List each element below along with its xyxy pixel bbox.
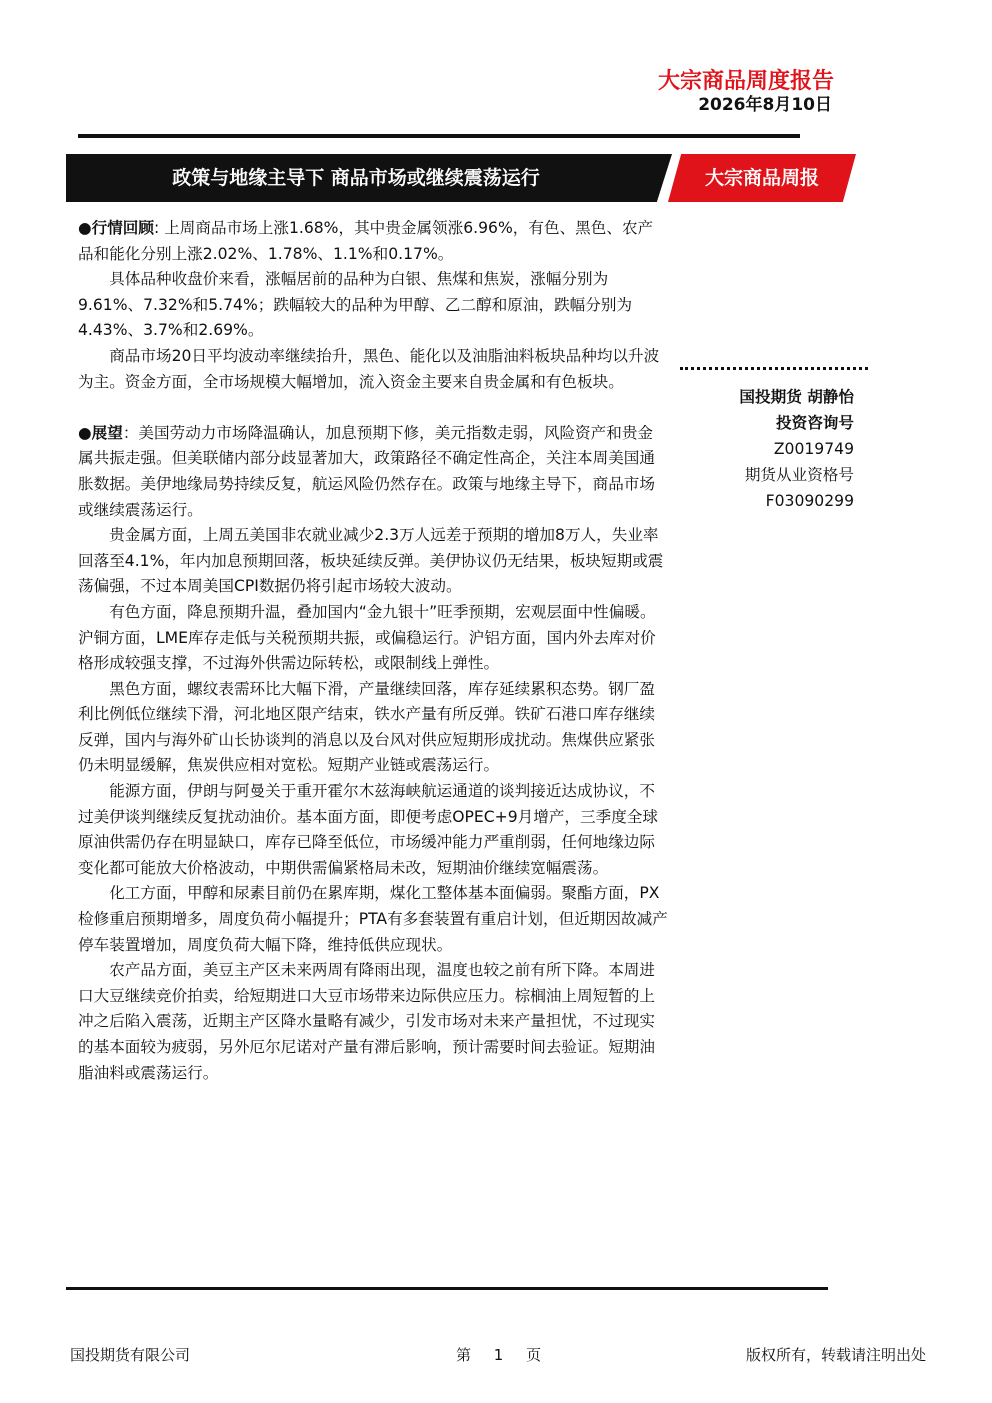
outlook-agriculture: 农产品方面，美豆主产区未来两周有降雨出现，温度也较之前有所下降。本周进口大豆继续竞价拍卖，给短期进口大豆市场带来边际供应压力。棕榈油上周短暂的上冲之后陷入震荡，近期主产区降水量略有减少，引发市场对未来产量担忧，不过现实的基本面较为疲弱，另外厄尔尼诺对产量有滞后影响，预计需要时间去验证。短期油脂油料或震荡运行。 <box>78 961 655 1082</box>
review-heading: 行情回顾 <box>91 219 154 237</box>
footer-page-number <box>456 1344 541 1365</box>
bullet-icon: ● <box>78 423 92 442</box>
outlook-paragraph <box>78 421 668 523</box>
bullet-icon: ● <box>78 219 92 237</box>
review-detail-paragraph: 具体品种收盘价来看，涨幅居前的品种为白银、焦煤和焦炭，涨幅分别为9.61%、7.32%和5.74%；跌幅较大的品种为甲醇、乙二醇和原油，跌幅分别为4.43%、3.7%和2.69%。 <box>78 270 633 340</box>
report-headline: 政策与地缘主导下 商品市场或继续震荡运行 <box>172 167 540 189</box>
report-type-title: 大宗商品周度报告 <box>657 69 834 94</box>
outlook-lead-text: ：美国劳动力市场降温确认，加息预期下修，美元指数走弱，风险资产和贵金属共振走强。但美联储内部分歧显著加大，政策路径不确定性高企，关注本周美国通胀数据。美伊地缘局势持续反复，航运风险仍然存在。政策与地缘主导下，商品市场或继续震荡运行。 <box>78 423 655 519</box>
footer-copyright: 版权所有，转载请注明出处 <box>745 1346 926 1364</box>
review-paragraph <box>78 216 668 267</box>
outlook-energy: 能源方面，伊朗与阿曼关于重开霍尔木兹海峡航运通道的谈判接近达成协议，不过美伊谈判继续反复扰动油价。基本面方面，即便考虑OPEC+9月增产，三季度全球原油供需仍存在明显缺口，库存已降至低位，市场缓冲能力严重削弱，任何地缘边际变化都可能放大价格波动，中期供需偏紧格局未改，短期油价继续宽幅震荡。 <box>78 782 658 877</box>
review-lead-text: : 上周商品市场上涨1.68%，其中贵金属领涨6.96%，有色、黑色、农产品和能化分别上涨2.02%、1.78%、1.1%和0.17%。 <box>78 219 654 263</box>
outlook-heading: 展望 <box>91 423 123 442</box>
report-date: 2026年8月10日 <box>698 95 832 115</box>
footer-company: 国投期货有限公司 <box>70 1346 191 1364</box>
page-prefix: 第 <box>456 1346 472 1364</box>
license-number: F03090299 <box>765 492 854 510</box>
consult-label: 投资咨询号 <box>776 414 854 432</box>
bottom-divider <box>66 1287 828 1290</box>
report-category-tag: 大宗商品周报 <box>704 167 819 189</box>
outlook-nonferrous: 有色方面，降息预期升温，叠加国内“金九银十”旺季预期，宏观层面中性偏暖。沪铜方面，LME库存走低与关税预期共振，或偏稳运行。沪铝方面，国内外去库对价格形成较强支撑，不过海外供需边际转松，或限制线上弹性。 <box>78 602 656 673</box>
analyst-divider <box>680 367 868 370</box>
section-spacer <box>78 395 668 421</box>
analyst-info <box>680 384 854 514</box>
consult-number: Z0019749 <box>773 440 854 458</box>
analyst-company-name: 国投期货 胡静怡 <box>739 388 854 406</box>
top-divider <box>78 134 800 138</box>
outlook-ferrous: 黑色方面，螺纹表需环比大幅下滑，产量继续回落，库存延续累积态势。钢厂盈利比例低位继续下滑，河北地区限产结束，铁水产量有所反弹。铁矿石港口库存继续反弹，国内与海外矿山长协谈判的消息以及台风对供应短期形成扰动。焦煤供应紧张仍未明显缓解，焦炭供应相对宽松。短期产业链或震荡运行。 <box>78 679 655 775</box>
page-suffix: 页 <box>526 1346 542 1364</box>
outlook-precious-metals: 贵金属方面，上周五美国非农就业减少2.3万人远差于预期的增加8万人，失业率回落至4.1%，年内加息预期回落，板块延续反弹。美伊协议仍无结果，板块短期或震荡偏强，不过本周美国CPI数据仍将引起市场较大波动。 <box>78 526 664 596</box>
main-content <box>78 216 668 1086</box>
review-detail-paragraph: 商品市场20日平均波动率继续抬升，黑色、能化以及油脂油料板块品种均以升波为主。资金方面，全市场规模大幅增加，流入资金主要来自贵金属和有色板块。 <box>78 346 660 391</box>
outlook-chemicals: 化工方面，甲醇和尿素目前仍在累库期，煤化工整体基本面偏弱。聚酯方面，PX检修重启预期增多，周度负荷小幅提升；PTA有多套装置有重启计划，但近期因故减产停车装置增加，周度负荷大幅下降，维持低供应现状。 <box>78 884 668 954</box>
page-number: 1 <box>493 1346 504 1364</box>
license-label: 期货从业资格号 <box>744 466 854 484</box>
